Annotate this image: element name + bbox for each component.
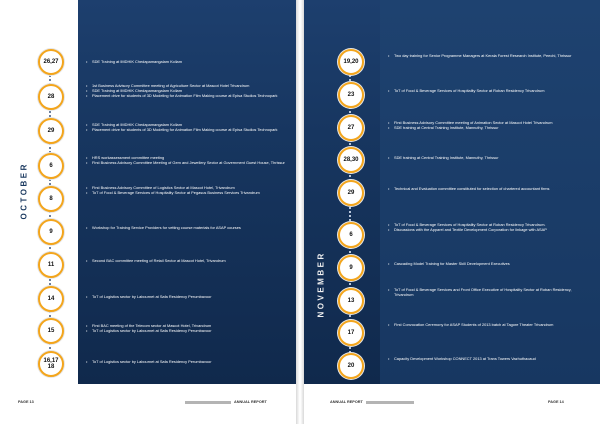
event-item: • SDE Training at IMDHIK Chedapamangalam Kollam [86,88,286,93]
event-item: • Cascading Model Training for Master Skill Development Executives [388,261,588,266]
footer-rule [185,401,231,404]
event-item: • First Convocation Ceremony for ASAP Students of 2013 batch at Tagore Theater Trivandrum [388,322,588,327]
event-item: • ToT of Food & Beverage Services of Hospitality Sector at Pegasus Business Services Trivandrum [86,190,286,195]
event-item: • Second BAC committee meeting of Retail Sector at Mascot Hotel, Trivandrum [86,258,286,263]
date-circle: 29 [338,180,364,206]
event-item: • Workshop for Training Service Providers for vetting course materials for ASAP courses [86,225,286,230]
date-circle: 15 [38,318,64,344]
date-circle: 29 [38,118,64,144]
page-number: PAGE 13 [18,400,34,404]
left-page [0,0,296,424]
event-item: • ToT of Food & Beverage Services and Front Office Executive of Hospitality Sector at Roban Residency, Trivandrum [388,287,588,297]
date-circle: 28 [38,84,64,110]
event-item: • Capacity Development Workshop CONNECT 2013 at Trans Towers Vazhuthacaud [388,356,588,361]
date-circle: 6 [338,222,364,248]
report-label: ANNUAL REPORT [330,400,363,404]
book-gutter [296,0,304,424]
event-item: • First Business Advisory Committee Meeting of Gem and Jewellery Sector at Government Guest House, Thrissur [86,160,286,165]
date-circle: 28,30 [338,147,364,173]
event-list [388,155,588,160]
date-circle: 6 [38,153,64,179]
event-item: • Technical and Evaluation committee constituted for selection of chartered accountant firms [388,186,588,191]
event-list [388,120,588,130]
date-circle: 16,17 18 [38,351,64,377]
month-label-october: OCTOBER [19,162,29,220]
event-list [388,186,588,191]
event-list [86,359,286,364]
date-circle: 20 [338,353,364,379]
event-list [86,83,286,98]
event-list [388,53,588,58]
date-circle: 23 [338,82,364,108]
event-list [388,322,588,327]
event-list [388,88,588,93]
event-item: • SDE Training at IMDHIK Chedapamangalam Kollam [86,122,286,127]
date-circle: 13 [338,288,364,314]
event-list [86,59,286,64]
event-list [388,287,588,297]
event-list [86,122,286,132]
event-list [86,185,286,195]
date-circle: 19,20 [338,49,364,75]
event-item: • Discussions with the Apparel and Textile Development Corporation for linkage with ASAP [388,227,588,232]
event-item: • First BAC meeting of the Telecom sector at Mascot Hotel, Trivandrum [86,323,286,328]
event-item: • First Business Advisory Committee meeting of Animation Sector at Mascot Hotel Trivandrum [388,120,588,125]
event-list [388,261,588,266]
page-footer [304,397,600,409]
date-circle: 11 [38,252,64,278]
event-list [86,323,286,333]
date-circle: 9 [338,255,364,281]
date-circle: 27 [338,115,364,141]
event-list [388,356,588,361]
event-item: • First Business Advisory Committee of Logistics Sector at Mascot Hotel, Trivandrum [86,185,286,190]
date-circle: 14 [38,286,64,312]
footer-rule [366,401,414,404]
event-list [86,225,286,230]
event-item: • SDE Training at IMDHIK Chedapamangalam Kollam [86,59,286,64]
page-footer [0,397,296,409]
event-item: • Placement drive for students of 3D Modeling for Animation Film Making course at Episa Studios Technopark [86,127,286,132]
event-item: • Placement drive for students of 3D Modeling for Animation Film Making course at Episa Studios Technopark [86,93,286,98]
event-item: • SDE training at Central Training Institute, Mannuthy, Thrissur [388,155,588,160]
event-item: • Two day training for Senior Programme Managers at Kerala Forest Research Institute, Peechi, Thrissur [388,53,588,58]
event-list [86,294,286,299]
date-circle: 9 [38,219,64,245]
report-label: ANNUAL REPORT [234,400,267,404]
event-list [388,222,588,232]
event-list [86,258,286,263]
event-item: • SDE training at Central Training Institute, Mannuthy, Thrissur [388,125,588,130]
event-item: • ToT of Logistics sector by Labournet at Safa Residency Perumbavoor [86,359,286,364]
event-item: • ToT of Food & Beverage Services of Hospitality Sector at Roban Residency Trivandrum [388,88,588,93]
event-list [86,155,286,165]
event-item: • HRS workassessment committee meeting [86,155,286,160]
event-item: • ToT of Logistics sector by Labournet at Safa Residency Perumbavoor [86,294,286,299]
event-item: • ToT of Logistics sector by Labournet at Safa Residency Perumbavoor [86,328,286,333]
date-circle: 26,27 [38,49,64,75]
event-item: • 1st Business Advisory Committee meeting of Agriculture Sector at Mascot Hotel Trivandrum [86,83,286,88]
page-number: PAGE 14 [548,400,564,404]
month-label-november: NOVEMBER [316,251,326,318]
date-circle: 17 [338,320,364,346]
event-item: • ToT of Food & Beverage Services of Hospitality Sector at Roban Residency Trivandrum. [388,222,588,227]
date-circle: 8 [38,186,64,212]
right-page [304,0,600,424]
